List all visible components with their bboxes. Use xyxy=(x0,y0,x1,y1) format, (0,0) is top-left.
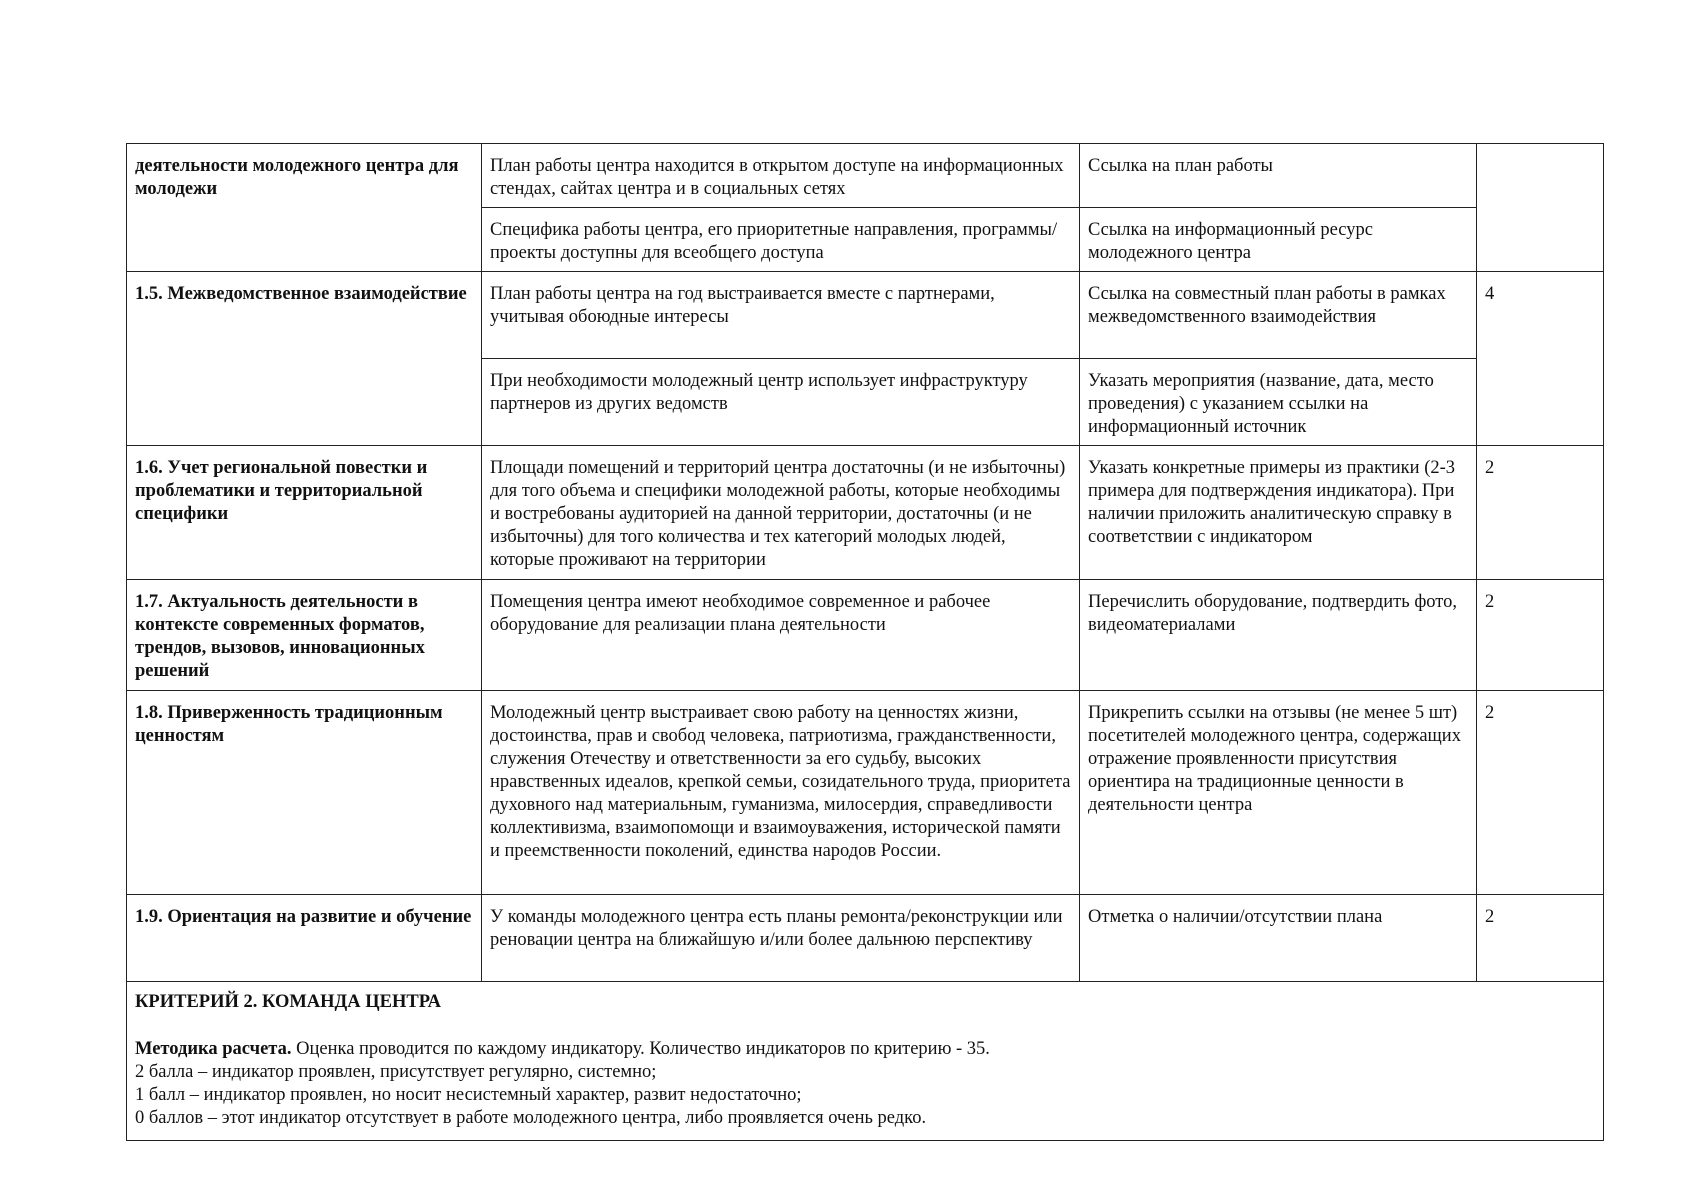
table-row xyxy=(127,982,1604,1141)
confirmation-cell: Перечислить оборудование, подтвердить фото, видеоматериалами xyxy=(1080,580,1477,691)
indicator-cell: Помещения центра имеют необходимое современное и рабочее оборудование для реализации плана деятельности xyxy=(482,580,1080,691)
criterion-cell: 1.9. Ориентация на развитие и обучение xyxy=(127,895,482,982)
criterion-cell: деятельности молодежного центра для молодежи xyxy=(127,144,482,272)
confirmation-cell: Прикрепить ссылки на отзывы (не менее 5 шт) посетителей молодежного центра, содержащих отражение проявленности присутствия ориентира на традиционные ценности в деятельности центра xyxy=(1080,691,1477,895)
confirmation-cell: Ссылка на информационный ресурс молодежного центра xyxy=(1080,208,1477,272)
criteria-table xyxy=(126,143,1604,1141)
indicator-cell: Специфика работы центра, его приоритетные направления, программы/проекты доступны для всеобщего доступа xyxy=(482,208,1080,272)
score-rule-line: 1 балл – индикатор проявлен, но носит несистемный характер, развит недостаточно; xyxy=(135,1085,802,1105)
criterion-cell: 1.8. Приверженность традиционным ценностям xyxy=(127,691,482,895)
criterion-cell: 1.5. Межведомственное взаимодействие xyxy=(127,272,482,446)
confirmation-cell: Отметка о наличии/отсутствии плана xyxy=(1080,895,1477,982)
table-row xyxy=(127,580,1604,691)
criterion-2-title: КРИТЕРИЙ 2. КОМАНДА ЦЕНТРА xyxy=(135,992,442,1012)
score-cell: 2 xyxy=(1477,446,1604,580)
indicator-cell: Площади помещений и территорий центра достаточны (и не избыточны) для того объема и специфики молодежной работы, которые необходимы и востребованы аудиторией на данной территории, достаточны (и не избыточны) для того количества и тех категорий молодых людей, которые проживают на территории xyxy=(482,446,1080,580)
criterion-2-cell xyxy=(127,982,1604,1141)
indicator-cell: У команды молодежного центра есть планы ремонта/реконструкции или реновации центра на ближайшую и/или более дальнюю перспективу xyxy=(482,895,1080,982)
indicator-cell: Молодежный центр выстраивает свою работу на ценностях жизни, достоинства, прав и свобод человека, патриотизма, гражданственности, служения Отечеству и ответственности за его судьбу, высоких нравственных идеалов, крепкой семьи, созидательного труда, приоритета духовного над материальным, гуманизма, милосердия, справедливости коллективизма, взаимопомощи и взаимоуважения, исторической памяти и преемственности поколений, единства народов России. xyxy=(482,691,1080,895)
table-row xyxy=(127,272,1604,359)
score-cell: 4 xyxy=(1477,272,1604,446)
method-text: Оценка проводится по каждому индикатору. Количество индикаторов по критерию - 35. xyxy=(291,1039,990,1059)
score-cell: 2 xyxy=(1477,895,1604,982)
indicator-cell: При необходимости молодежный центр использует инфраструктуру партнеров из других ведомств xyxy=(482,359,1080,446)
confirmation-cell: Ссылка на совместный план работы в рамках межведомственного взаимодействия xyxy=(1080,272,1477,359)
criterion-cell: 1.7. Актуальность деятельности в контексте современных форматов, трендов, вызовов, инновационных решений xyxy=(127,580,482,691)
indicator-cell: План работы центра на год выстраивается вместе с партнерами, учитывая обоюдные интересы xyxy=(482,272,1080,359)
score-rule-line: 0 баллов – этот индикатор отсутствует в работе молодежного центра, либо проявляется очень редко. xyxy=(135,1108,927,1128)
table-row xyxy=(127,691,1604,895)
confirmation-cell: Указать конкретные примеры из практики (2-3 примера для подтверждения индикатора). При наличии приложить аналитическую справку в соответствии с индикатором xyxy=(1080,446,1477,580)
confirmation-cell: Ссылка на план работы xyxy=(1080,144,1477,208)
indicator-cell: План работы центра находится в открытом доступе на информационных стендах, сайтах центра и в социальных сетях xyxy=(482,144,1080,208)
table-row xyxy=(127,895,1604,982)
score-cell: 2 xyxy=(1477,580,1604,691)
score-cell: 2 xyxy=(1477,691,1604,895)
score-cell xyxy=(1477,144,1604,272)
method-label: Методика расчета. xyxy=(135,1039,292,1059)
confirmation-cell: Указать мероприятия (название, дата, место проведения) с указанием ссылки на информационный источник xyxy=(1080,359,1477,446)
table-row xyxy=(127,144,1604,208)
criterion-cell: 1.6. Учет региональной повестки и проблематики и территориальной специфики xyxy=(127,446,482,580)
table-row xyxy=(127,446,1604,580)
score-rule-line: 2 балла – индикатор проявлен, присутствует регулярно, системно; xyxy=(135,1062,657,1082)
method-paragraph xyxy=(135,1038,1595,1061)
